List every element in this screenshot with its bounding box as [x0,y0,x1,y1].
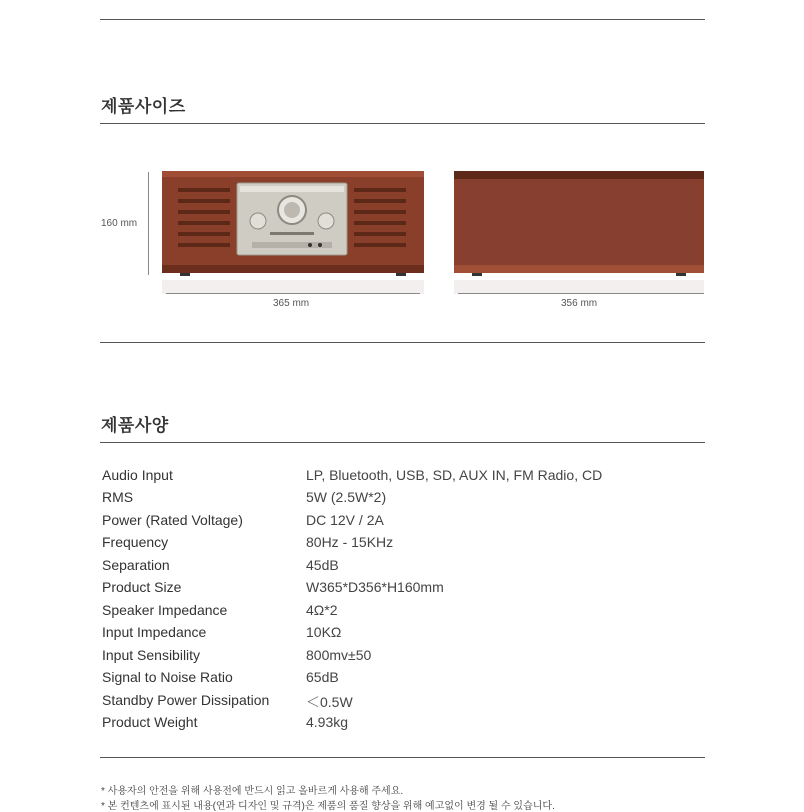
spec-row [102,489,662,511]
spec-row [102,714,662,736]
spec-row [102,647,662,669]
front-width-label: 365 mm [273,298,310,309]
spec-row [102,534,662,556]
spec-key: Standby Power Dissipation [102,692,270,708]
spec-value: 45dB [306,557,339,573]
spec-key: Frequency [102,534,169,550]
spec-value: 10KΩ [306,624,342,640]
spec-key: Product Size [102,579,182,595]
spec-row [102,669,662,691]
size-section-title: 제품사이즈 [101,97,186,116]
spec-key: Audio Input [102,467,173,483]
spec-key: Input Impedance [102,624,207,640]
spec-key: Power (Rated Voltage) [102,512,243,528]
safety-note: * 사용자의 안전을 위해 사용전에 반드시 읽고 올바르게 사용해 주세요. [101,786,404,797]
spec-section-bottom-divider [100,757,705,758]
side-depth-dimension-line [458,293,704,294]
product-side-image [452,168,708,298]
height-dimension-line [148,172,149,275]
spec-value: ＜0.5W [306,694,353,710]
spec-key: Product Weight [102,714,198,730]
spec-row [102,602,662,624]
spec-value: 4Ω*2 [306,602,338,618]
spec-row [102,692,662,714]
spec-row [102,467,662,489]
height-label: 160 mm [101,218,138,229]
spec-value: 4.93kg [306,714,349,730]
spec-value: 80Hz - 15KHz [306,534,394,550]
spec-value: 5W (2.5W*2) [306,489,387,505]
change-notice-note: * 본 컨텐츠에 표시된 내용(연과 디자인 및 규격)은 제품의 품질 향상을 위해 예고없이 변경 될 수 있습니다. [101,801,555,812]
spec-value: 65dB [306,669,339,685]
top-divider [100,19,705,20]
spec-section-title: 제품사양 [101,416,169,435]
spec-key: Signal to Noise Ratio [102,669,233,685]
spec-section-divider [100,442,705,443]
spec-row [102,512,662,534]
product-front-image [160,168,426,298]
size-section-divider [100,123,705,124]
spec-value: LP, Bluetooth, USB, SD, AUX IN, FM Radio, CD [306,467,603,483]
spec-row [102,624,662,646]
spec-row [102,579,662,601]
spec-key: Input Sensibility [102,647,201,663]
spec-key: Speaker Impedance [102,602,228,618]
spec-value: W365*D356*H160mm [306,579,444,595]
front-width-dimension-line [166,293,420,294]
spec-value: 800mv±50 [306,647,372,663]
side-depth-label: 356 mm [561,298,598,309]
size-section-bottom-divider [100,342,705,343]
spec-value: DC 12V / 2A [306,512,384,528]
spec-key: RMS [102,489,134,505]
spec-key: Separation [102,557,170,573]
spec-row [102,557,662,579]
